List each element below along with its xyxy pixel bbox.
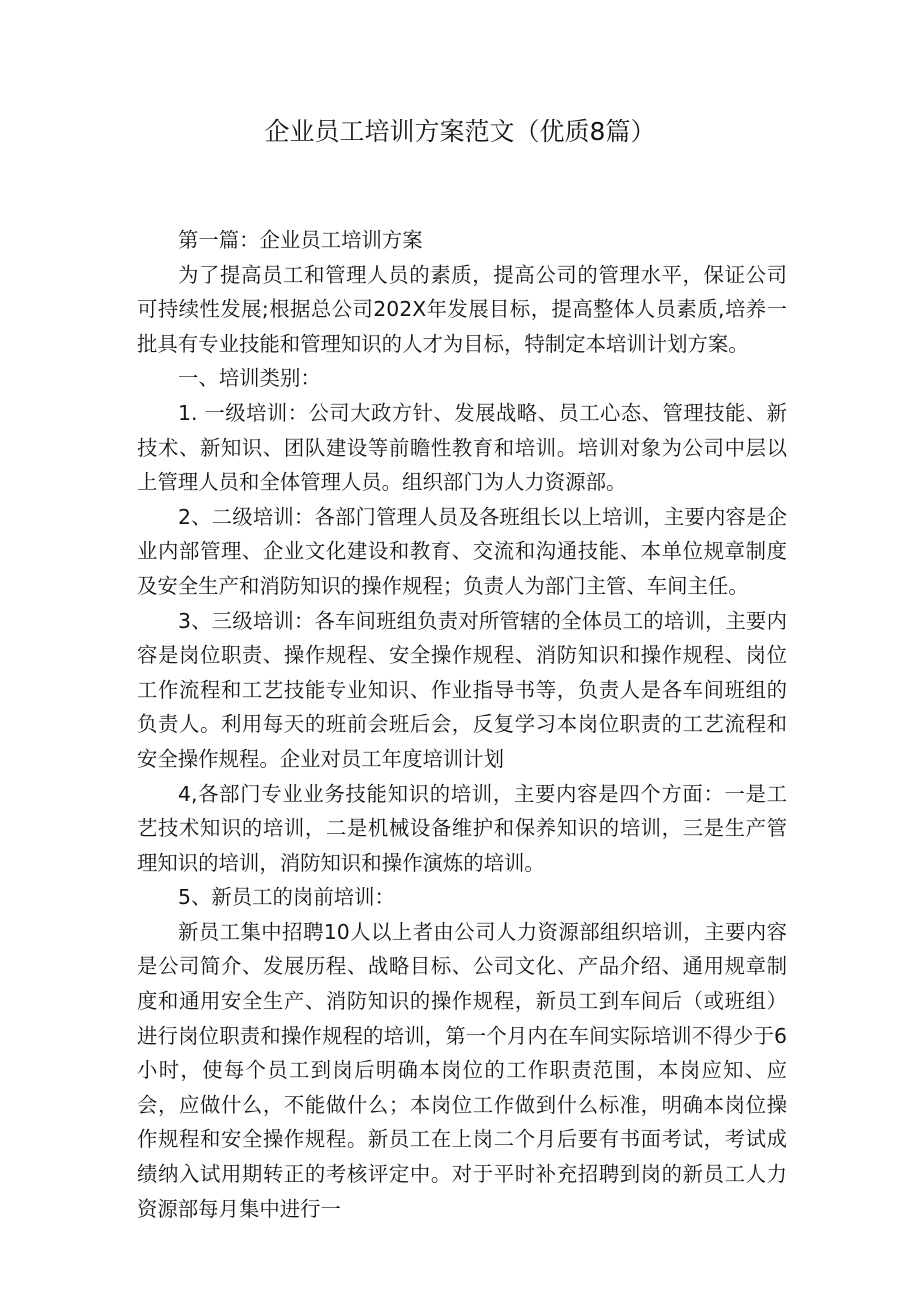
- paragraph-level-three: 3、三级培训：各车间班组负责对所管辖的全体员工的培训，主要内容是岗位职责、操作规程、安全操作规程、消防知识和操作规程、岗位工作流程和工艺技能专业知识、作业指导书等，负责人是各车间班组的负责人。利用每天的班前会班后会，反复学习本岗位职责的工艺流程和安全操作规程。企业对员工年度培训计划: [137, 608, 787, 771]
- paragraph-level-two: 2、二级培训：各部门管理人员及各班组长以上培训，主要内容是企业内部管理、企业文化建设和教育、交流和沟通技能、本单位规章制度及安全生产和消防知识的操作规程；负责人为部门主管、车间主任。: [137, 504, 787, 598]
- paragraph-skills: 4,各部门专业业务技能知识的培训，主要内容是四个方面：一是工艺技术知识的培训，二是机械设备维护和保养知识的培训，三是生产管理知识的培训，消防知识和操作演炼的培训。: [137, 781, 787, 875]
- paragraph-new-staff: 新员工集中招聘10人以上者由公司人力资源部组织培训，主要内容是公司简介、发展历程、战略目标、公司文化、产品介绍、通用规章制度和通用安全生产、消防知识的操作规程，新员工到车间后（或班组）进行岗位职责和操作规程的培训，第一个月内在车间实际培训不得少于6小时，使每个员工到岗后明确本岗位的工作职责范围，本岗应知、应会，应做什么，不能做什么；本岗位工作做到什么标准，明确本岗位操作规程和安全操作规程。新员工在上岗二个月后要有书面考试，考试成绩纳入试用期转正的考核评定中。对于平时补充招聘到岗的新员工人力资源部每月集中进行一: [137, 919, 787, 1221]
- document-body: [137, 223, 787, 1226]
- paragraph-new-staff-heading: 5、新员工的岗前培训：: [178, 885, 395, 910]
- document-title: 企业员工培训方案范文（优质8篇）: [264, 117, 656, 146]
- paragraph-section-heading: 一、培训类别：: [178, 366, 321, 391]
- paragraph-level-one: 1. 一级培训：公司大政方针、发展战略、员工心态、管理技能、新技术、新知识、团队建设等前瞻性教育和培训。培训对象为公司中层以上管理人员和全体管理人员。组织部门为人力资源部。: [137, 400, 787, 495]
- paragraph-intro: 为了提高员工和管理人员的素质，提高公司的管理水平，保证公司可持续性发展;根据总公司202X年发展目标，提高整体人员素质,培养一批具有专业技能和管理知识的人才为目标，特制定本培训计划方案。: [137, 262, 787, 356]
- paragraph-chapter-heading: 第一篇：企业员工培训方案: [178, 228, 423, 252]
